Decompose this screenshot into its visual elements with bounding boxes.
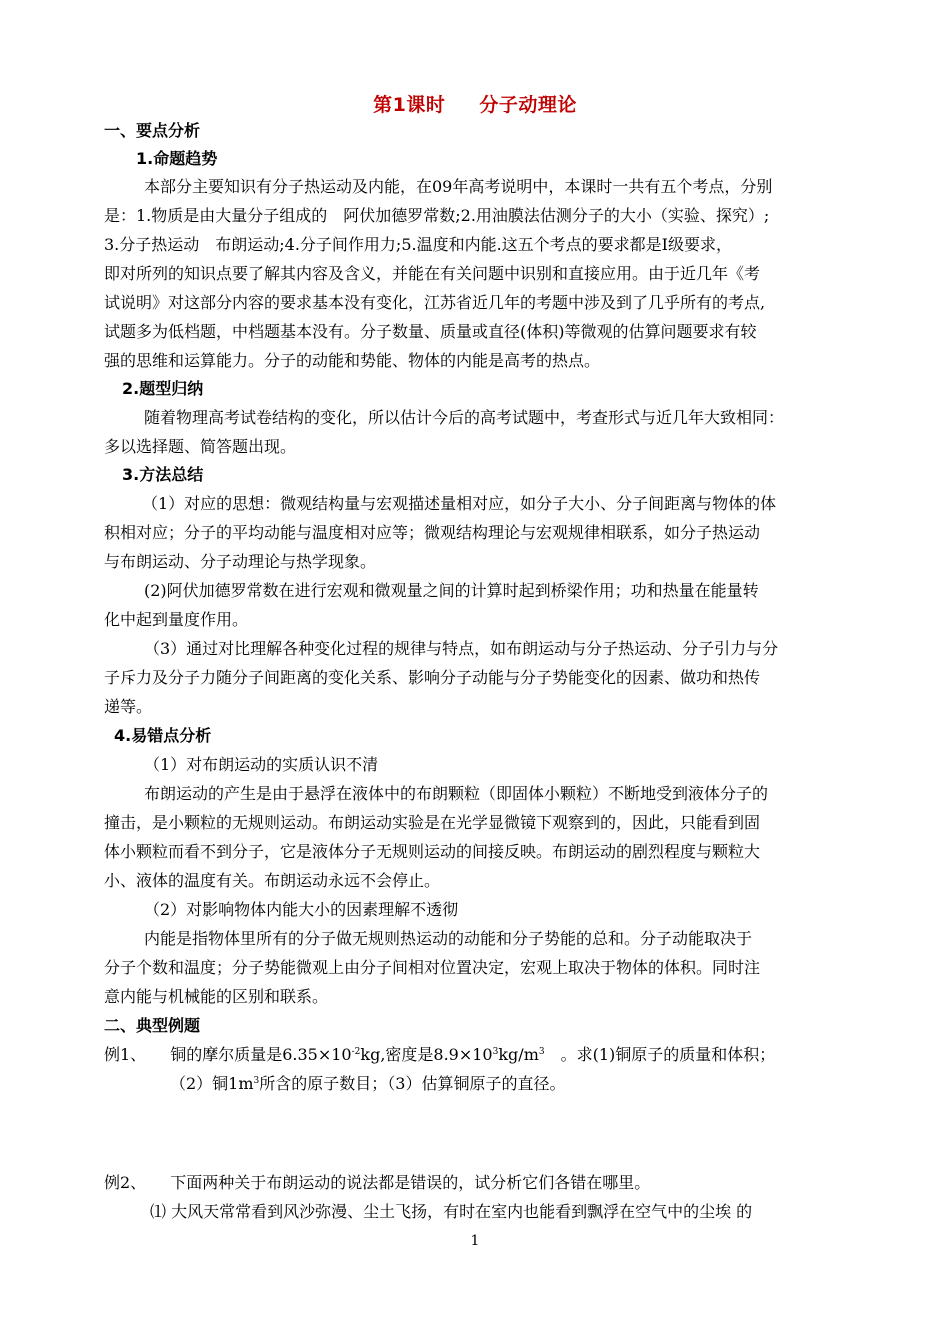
- page-title: [0, 90, 950, 117]
- example-2-line-2: ⑴ 大风天常常看到风沙弥漫、尘土飞扬，有时在室内也能看到飘浮在空气中的尘埃 的: [150, 1202, 753, 1221]
- lesson-topic: 分子动理论: [479, 94, 577, 116]
- paragraph-line: 试题多为低档题，中档题基本没有。分子数量、质量或直径(体积)等微观的估算问题要求有较: [104, 322, 757, 341]
- paragraph-line: （3）通过对比理解各种变化过程的规律与特点，如布朗运动与分子热运动、分子引力与分: [144, 639, 779, 658]
- paragraph-line: 随着物理高考试卷结构的变化，所以估计今后的高考试题中，考查形式与近几年大致相同：: [144, 408, 785, 427]
- subheading-question-types: 2.题型归纳: [122, 379, 204, 398]
- paragraph-line: 子斥力及分子力随分子间距离的变化关系、影响分子动能与分子势能变化的因素、做功和热传: [104, 668, 761, 687]
- paragraph-line: 试说明》对这部分内容的要求基本没有变化，江苏省近几年的考题中涉及到了几乎所有的考点,: [104, 293, 766, 312]
- paragraph-line: (2)阿伏加德罗常数在进行宏观和微观量之间的计算时起到桥梁作用；功和热量在能量转: [144, 581, 759, 600]
- section-heading-examples: 二、典型例题: [104, 1016, 201, 1035]
- lesson-number: 第1课时: [373, 94, 446, 116]
- paragraph-line: 分子个数和温度；分子势能微观上由分子间相对位置决定，宏观上取决于物体的体积。同时注: [104, 958, 761, 977]
- paragraph-line: 本部分主要知识有分子热运动及内能，在09年高考说明中，本课时一共有五个考点，分别: [144, 177, 773, 196]
- example-1-label: 例1、: [104, 1045, 147, 1064]
- example-2-label: 例2、: [104, 1173, 147, 1192]
- paragraph-line: 3.分子热运动 布朗运动;4.分子间作用力;5.温度和内能.这五个考点的要求都是Ⅰ级要求，: [104, 235, 732, 254]
- section-heading-analysis: 一、要点分析: [104, 121, 201, 140]
- paragraph-line: （1）对布朗运动的实质认识不清: [144, 755, 379, 774]
- paragraph-line: 即对所列的知识点要了解其内容及含义，并能在有关问题中识别和直接应用。由于近几年《考: [104, 264, 761, 283]
- example-1: 例1、 铜的摩尔质量是$6.35\times 10^{-2}kg$,密度是$8.9\times 10^3kg/m^3$ 。求(1)铜原子的质量和体积；: [104, 1045, 776, 1064]
- paragraph-line: 撞击，是小颗粒的无规则运动。布朗运动实验是在光学显微镜下观察到的，因此，只能看到固: [104, 813, 761, 832]
- subheading-trend: 1.命题趋势: [136, 149, 218, 168]
- subheading-methods: 3.方法总结: [122, 465, 204, 484]
- paragraph-line: 强的思维和运算能力。分子的动能和势能、物体的内能是高考的热点。: [104, 351, 601, 370]
- paragraph-line: 递等。: [104, 697, 153, 716]
- paragraph-line: 体小颗粒而看不到分子，它是液体分子无规则运动的间接反映。布朗运动的剧烈程度与颗粒大: [104, 842, 761, 861]
- paragraph-line: 积相对应；分子的平均动能与温度相对应等；微观结构理论与宏观规律相联系，如分子热运动: [104, 523, 761, 542]
- paragraph-line: 多以选择题、简答题出现。: [104, 437, 297, 456]
- paragraph-line: （2）对影响物体内能大小的因素理解不透彻: [144, 900, 459, 919]
- page-number: 1: [470, 1233, 480, 1249]
- paragraph-line: 与布朗运动、分子动理论与热学现象。: [104, 552, 377, 571]
- paragraph-line: 化中起到量度作用。: [104, 610, 249, 629]
- paragraph-line: 小、液体的温度有关。布朗运动永远不会停止。: [104, 871, 441, 890]
- paragraph-line: （1）对应的思想：微观结构量与宏观描述量相对应，如分子大小、分子间距离与物体的体: [142, 494, 777, 513]
- paragraph-line: 意内能与机械能的区别和联系。: [104, 987, 329, 1006]
- example-2: 例2、 下面两种关于布朗运动的说法都是错误的，试分析它们各错在哪里。: [104, 1173, 651, 1192]
- subheading-common-errors: 4.易错点分析: [114, 726, 212, 745]
- example-1-line-2: （2）铜$1m^3$所含的原子数目；（3）估算铜原子的直径。: [170, 1074, 566, 1093]
- paragraph-line: 内能是指物体里所有的分子做无规则热运动的动能和分子势能的总和。分子动能取决于: [144, 929, 753, 948]
- paragraph-line: 布朗运动的产生是由于悬浮在液体中的布朗颗粒（即固体小颗粒）不断地受到液体分子的: [144, 784, 769, 803]
- paragraph-line: 是：1.物质是由大量分子组成的 阿伏加德罗常数;2.用油膜法估测分子的大小（实验、探究）;: [104, 206, 770, 225]
